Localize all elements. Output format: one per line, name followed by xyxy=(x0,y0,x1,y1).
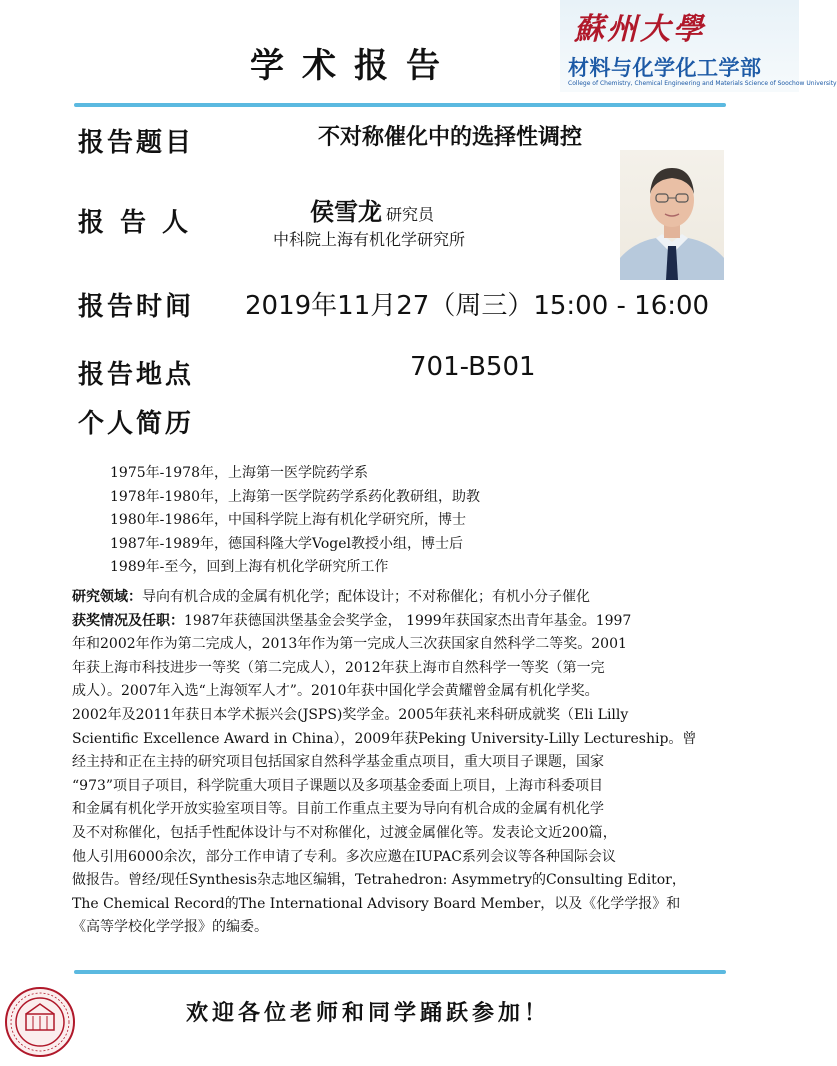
place-label: 报告地点 xyxy=(78,360,195,390)
awards-label: 获奖情况及任职： xyxy=(72,612,184,629)
research-text: 导向有机合成的金属有机化学；配体设计；不对称催化；有机小分子催化 xyxy=(142,589,590,605)
timeline-item: 1980年-1986年，中国科学院上海有机化学研究所，博士 xyxy=(110,512,466,528)
time-value: 2019年11月27（周三）15:00 - 16:00 xyxy=(245,291,710,321)
research-line xyxy=(72,586,732,610)
awards-text-line: The Chemical Record的The International Advisory Board Member，以及《化学学报》和 xyxy=(72,895,681,912)
awards-text-line: 做报告。曾经/现任Synthesis杂志地区编辑，Tetrahedron: Asymmetry的Consulting Editor， xyxy=(72,872,686,889)
bio-text xyxy=(72,586,732,940)
awards-text-line: 成人）。2007年入选“上海领军人才”。2010年获中国化学会黄耀曾金属有机化学奖。 xyxy=(72,683,599,700)
awards-text-line: 他人引用6000余次，部分工作申请了专利。多次应邀在IUPAC系列会议等各种国际会议 xyxy=(72,848,616,865)
awards-text-line: 和金属有机化学开放实验室项目等。目前工作重点主要为导向有机合成的金属有机化学 xyxy=(72,801,604,818)
timeline-item: 1975年-1978年，上海第一医学院药学系 xyxy=(110,465,368,481)
university-seal-icon xyxy=(4,986,76,1058)
department-name-en: College of Chemistry, Chemical Engineering and Materials Science of Soochow University xyxy=(568,80,837,87)
awards-text: 1987年获德国洪堡基金会奖学金， 1999年获国家杰出青年基金。1997 xyxy=(184,612,632,629)
university-script-logo: 蘇州大學 xyxy=(574,12,706,47)
speaker-affiliation: 中科院上海有机化学研究所 xyxy=(273,230,466,249)
speaker-title: 研究员 xyxy=(386,205,435,224)
footer-invitation: 欢迎各位老师和同学踊跃参加！ xyxy=(186,1000,551,1026)
page-title: 学术报告 xyxy=(250,46,458,86)
place-value: 701-B501 xyxy=(410,352,536,382)
topic-label: 报告题目 xyxy=(78,128,195,158)
career-timeline xyxy=(110,462,480,580)
awards-text-line: “973”项目子项目，科学院重大项目子课题以及多项基金委面上项目，上海市科委项目 xyxy=(72,777,604,794)
research-label: 研究领域： xyxy=(72,589,142,605)
top-divider xyxy=(74,103,726,107)
speaker-name: 侯雪龙 xyxy=(310,197,382,226)
time-label: 报告时间 xyxy=(78,292,195,322)
speaker-portrait xyxy=(620,150,724,280)
awards-text-line: Scientific Excellence Award in China），2009年获Peking University-Lilly Lectureship。曾 xyxy=(72,730,697,747)
awards-text-line: 年和2002年作为第二完成人，2013年作为第一完成人三次获国家自然科学二等奖。2001 xyxy=(72,636,627,653)
timeline-item: 1987年-1989年，德国科隆大学Vogel教授小组，博士后 xyxy=(110,535,463,552)
awards-text-line: 及不对称催化，包括手性配体设计与不对称催化，过渡金属催化等。发表论文近200篇， xyxy=(72,824,617,841)
awards-text-line: 经主持和正在主持的研究项目包括国家自然科学基金重点项目，重大项目子课题，国家 xyxy=(72,754,604,771)
speaker-label: 报告人 xyxy=(78,208,205,238)
topic-value: 不对称催化中的选择性调控 xyxy=(318,124,583,150)
department-name: 材料与化学化工学部 xyxy=(568,56,762,80)
speaker-name-line xyxy=(310,192,434,227)
timeline-item: 1978年-1980年，上海第一医学院药学系药化教研组，助教 xyxy=(110,488,480,505)
bottom-divider xyxy=(74,970,726,974)
awards-line xyxy=(72,610,732,634)
timeline-item: 1989年-至今，回到上海有机化学研究所工作 xyxy=(110,559,389,575)
awards-text-line: 年获上海市科技进步一等奖（第二完成人），2012年获上海市自然科学一等奖（第一完 xyxy=(72,659,605,676)
department-logo xyxy=(560,0,837,92)
bio-label: 个人简历 xyxy=(78,409,195,439)
awards-text-line: 2002年及2011年获日本学术振兴会(JSPS)奖学金。2005年获礼来科研成就奖（Eli Lilly xyxy=(72,706,629,723)
awards-text-line: 《高等学校化学学报》的编委。 xyxy=(72,919,268,936)
